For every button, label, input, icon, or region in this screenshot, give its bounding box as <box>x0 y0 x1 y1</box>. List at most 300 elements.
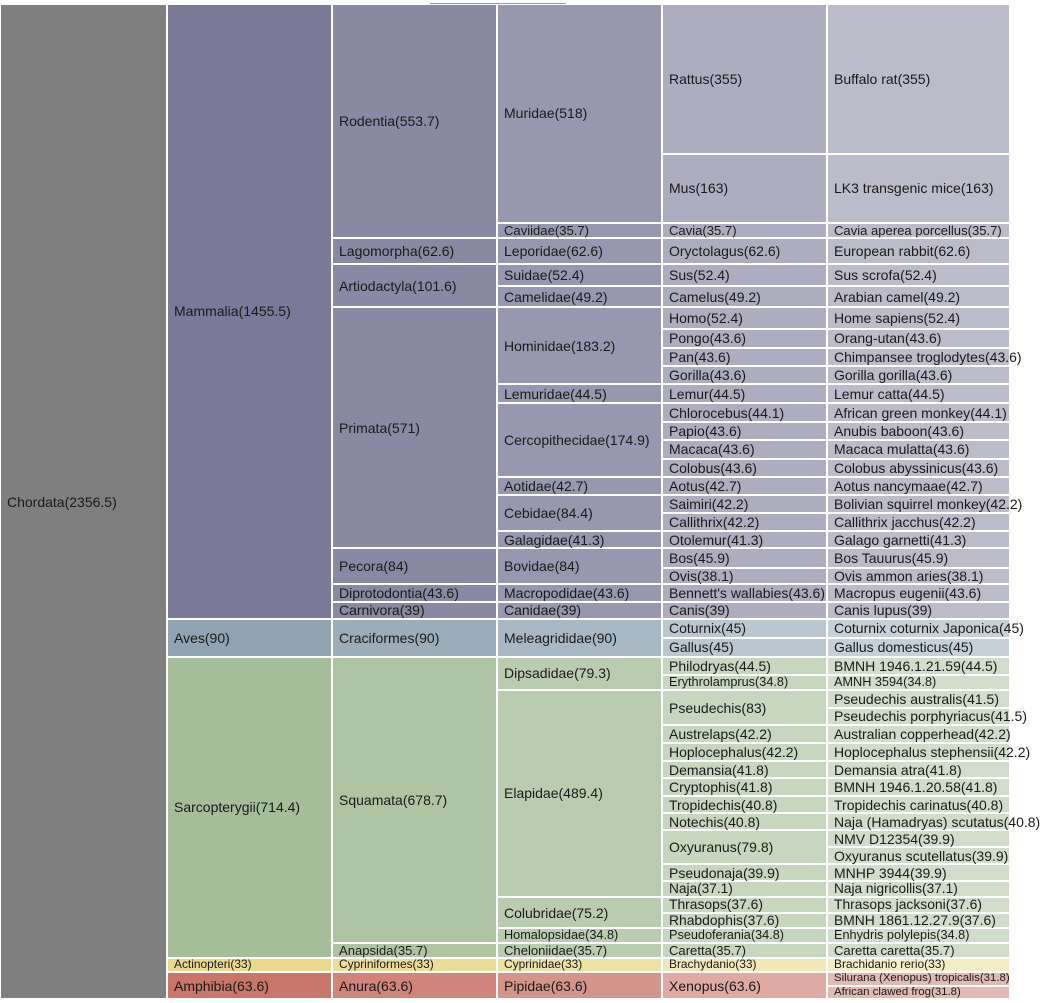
node-label: Coturnix <box>669 620 722 637</box>
node-label: Macropodidae <box>504 584 593 601</box>
node-value: 43.6 <box>698 348 726 365</box>
node-naja[interactable]: Naja ( 37.1 ) <box>662 881 827 897</box>
node-leporidae[interactable]: Leporidae ( 62.6 ) <box>497 238 662 264</box>
node-label: Rhabdophis <box>669 911 743 928</box>
node-label: Sus <box>669 267 694 284</box>
node-naja-hamadryas-scutatus[interactable]: Naja (Hamadryas) scutatus ( 40.8 ) <box>827 813 1010 830</box>
node-label: Colobus <box>669 459 721 476</box>
node-value: 163 <box>965 180 989 197</box>
node-label: Thrasops <box>669 895 727 912</box>
node-saimiri[interactable]: Saimiri ( 42.2 ) <box>662 495 827 513</box>
node-value: 52.4 <box>697 267 726 284</box>
node-lk3-transgenic-mice[interactable]: LK3 transgenic mice ( 163 ) <box>827 154 1010 223</box>
node-value: 34.8 <box>940 928 966 943</box>
node-value: 42.7 <box>556 478 584 495</box>
node-enhydris-polylepis[interactable]: Enhydris polylepis ( 34.8 ) <box>827 928 1010 943</box>
node-lemur-catta[interactable]: Lemur catta ( 44.5 ) <box>827 384 1010 403</box>
node-brachydanio[interactable]: Brachydanio ( 33 ) <box>662 958 827 972</box>
node-colobus[interactable]: Colobus ( 43.6 ) <box>662 459 827 477</box>
node-home-sapiens[interactable]: Home sapiens ( 52.4 ) <box>827 307 1010 329</box>
node-value: 39 <box>404 602 420 619</box>
node-value: 35.7 <box>716 943 742 959</box>
node-macaca-mulatta[interactable]: Macaca mulatta ( 43.6 ) <box>827 440 1010 458</box>
node-value: 84.4 <box>560 504 589 521</box>
node-label: Rodentia <box>339 112 396 129</box>
node-label: Caviidae <box>504 222 555 238</box>
node-value: 52.4 <box>904 267 933 284</box>
node-gorilla[interactable]: Gorilla ( 43.6 ) <box>662 366 827 384</box>
node-label: Mus <box>669 180 696 197</box>
node-value: 33 <box>234 957 248 972</box>
node-label: European rabbit <box>834 242 934 259</box>
node-label: MNHP 3944 <box>834 864 911 881</box>
node-value: 38.1 <box>951 567 979 584</box>
node-label: Brachidanio rerio <box>834 957 925 972</box>
node-camelidae[interactable]: Camelidae ( 49.2 ) <box>497 286 662 307</box>
node-callithrix-jacchus[interactable]: Callithrix jacchus ( 42.2 ) <box>827 513 1010 531</box>
node-value: 37.6 <box>964 911 992 928</box>
node-label: Caretta <box>669 943 712 959</box>
node-bos[interactable]: Bos ( 45.9 ) <box>662 548 827 567</box>
node-suidae[interactable]: Suidae ( 52.4 ) <box>497 264 662 286</box>
node-caretta-caretta[interactable]: Caretta caretta ( 35.7 ) <box>827 943 1010 958</box>
node-value: 42.2 <box>716 496 744 513</box>
node-label: Pecora <box>339 557 384 574</box>
node-value: 43.6 <box>722 441 750 458</box>
node-value: 62.6 <box>422 242 450 259</box>
node-colobus-abyssinicus[interactable]: Colobus abyssinicus ( 43.6 ) <box>827 459 1010 477</box>
node-mammalia[interactable]: Mammalia ( 1455.5 ) <box>167 4 332 619</box>
node-value: 84 <box>559 557 575 574</box>
node-value: 37.6 <box>731 895 759 912</box>
node-value: 33 <box>416 957 430 972</box>
node-value: 43.6 <box>932 423 960 440</box>
node-label: Pongo <box>669 330 710 347</box>
node-value: 44.5 <box>912 385 940 402</box>
node-value: 41.3 <box>572 531 600 548</box>
node-label: Pseudechis <box>669 699 742 716</box>
node-label: Chimpansee troglodytes <box>834 348 985 365</box>
node-amphibia[interactable]: Amphibia ( 63.6 ) <box>167 972 332 999</box>
node-philodryas[interactable]: Philodryas ( 44.5 ) <box>662 657 827 676</box>
node-pongo[interactable]: Pongo ( 43.6 ) <box>662 329 827 347</box>
node-gorilla-gorilla[interactable]: Gorilla gorilla ( 43.6 ) <box>827 366 1010 384</box>
node-label: Diprotodontia <box>339 584 423 601</box>
node-african-clawed-frog[interactable]: African clawed frog ( 31.8 ) <box>827 986 1010 999</box>
node-tropidechis[interactable]: Tropidechis ( 40.8 ) <box>662 796 827 813</box>
node-label: Galagidae <box>504 531 568 548</box>
node-coturnix[interactable]: Coturnix ( 45 ) <box>662 619 827 638</box>
node-label: BMNH 1861.12.27.9 <box>834 911 960 928</box>
node-muridae[interactable]: Muridae ( 518 ) <box>497 4 662 223</box>
node-value: 44.1 <box>974 404 1003 421</box>
node-camelus[interactable]: Camelus ( 49.2 ) <box>662 286 827 307</box>
node-silurana-xenopus-tropicalis[interactable]: Silurana (Xenopus) tropicalis ( 31.8 ) <box>827 972 1010 985</box>
node-aotus[interactable]: Aotus ( 42.7 ) <box>662 477 827 495</box>
node-orang-utan[interactable]: Orang-utan ( 43.6 ) <box>827 329 1010 347</box>
node-label: Otolemur <box>669 531 727 548</box>
node-label: Callithrix <box>669 513 723 530</box>
node-european-rabbit[interactable]: European rabbit ( 62.6 ) <box>827 238 1010 264</box>
node-label: Brachydanio <box>669 957 736 972</box>
node-demansia-atra[interactable]: Demansia atra ( 41.8 ) <box>827 761 1010 779</box>
node-cypriniformes[interactable]: Cypriniformes ( 33 ) <box>332 958 497 972</box>
node-label: Muridae <box>504 105 555 122</box>
node-rattus[interactable]: Rattus ( 355 ) <box>662 4 827 154</box>
node-label: Orang-utan <box>834 330 905 347</box>
node-label: Anura <box>339 977 377 994</box>
node-chordata[interactable]: Chordata ( 2356.5 ) <box>0 4 167 999</box>
node-label: Caretta caretta <box>834 943 921 959</box>
node-papio[interactable]: Papio ( 43.6 ) <box>662 422 827 440</box>
node-actinopteri[interactable]: Actinopteri ( 33 ) <box>167 958 332 972</box>
node-amnh-3594[interactable]: AMNH 3594 ( 34.8 ) <box>827 675 1010 690</box>
node-label: Galago garnetti <box>834 531 930 548</box>
node-value: 33 <box>928 957 942 972</box>
node-colubridae[interactable]: Colubridae ( 75.2 ) <box>497 897 662 929</box>
node-label: AMNH 3594 <box>834 675 904 690</box>
node-value: 42.7 <box>950 478 978 495</box>
node-craciformes[interactable]: Craciformes ( 90 ) <box>332 619 497 657</box>
node-african-green-monkey[interactable]: African green monkey ( 44.1 ) <box>827 403 1010 422</box>
node-label: Demansia atra <box>834 761 926 778</box>
node-label: Colubridae <box>504 904 572 921</box>
node-value: 41.8 <box>740 779 768 796</box>
node-buffalo-rat[interactable]: Buffalo rat ( 355 ) <box>827 4 1010 154</box>
node-xenopus[interactable]: Xenopus ( 63.6 ) <box>662 972 827 999</box>
node-value: 62.6 <box>570 242 599 259</box>
node-value: 571 <box>391 419 416 436</box>
node-label: Lemuridae <box>504 385 571 402</box>
node-label: Rattus <box>669 70 710 87</box>
node-label: Homalopsidae <box>504 928 586 943</box>
node-caretta[interactable]: Caretta ( 35.7 ) <box>662 943 827 958</box>
node-bmnh-1861-12-27-9[interactable]: BMNH 1861.12.27.9 ( 37.6 ) <box>827 913 1010 929</box>
node-anapsida[interactable]: Anapsida ( 35.7 ) <box>332 943 497 958</box>
node-cavia-aperea-porcellus[interactable]: Cavia aperea porcellus ( 35.7 ) <box>827 223 1010 238</box>
node-tropidechis-carinatus[interactable]: Tropidechis carinatus ( 40.8 ) <box>827 796 1010 813</box>
node-label: Sus scrofa <box>834 267 901 284</box>
node-thrasops-jacksoni[interactable]: Thrasops jacksoni ( 37.6 ) <box>827 897 1010 913</box>
node-galago-garnetti[interactable]: Galago garnetti ( 41.3 ) <box>827 531 1010 548</box>
node-value: 90 <box>596 629 613 646</box>
node-notechis[interactable]: Notechis ( 40.8 ) <box>662 813 827 830</box>
node-brachidanio-rerio[interactable]: Brachidanio rerio ( 33 ) <box>827 958 1010 972</box>
node-label: Hoplocephalus stephensii <box>834 743 994 760</box>
node-coturnix-coturnix-japonica[interactable]: Coturnix coturnix Japonica ( 45 ) <box>827 619 1010 638</box>
node-artiodactyla[interactable]: Artiodactyla ( 101.6 ) <box>332 264 497 307</box>
node-bolivian-squirrel-monkey[interactable]: Bolivian squirrel monkey ( 42.2 ) <box>827 495 1010 513</box>
node-label: Lemur <box>669 385 709 402</box>
node-gallus-domesticus[interactable]: Gallus domesticus ( 45 ) <box>827 638 1010 657</box>
node-meleagrididae[interactable]: Meleagrididae ( 90 ) <box>497 619 662 657</box>
node-cercopithecidae[interactable]: Cercopithecidae ( 174.9 ) <box>497 403 662 477</box>
node-value: 52.4 <box>552 267 580 284</box>
node-label: Aotus nancymaae <box>834 478 947 495</box>
node-homo[interactable]: Homo ( 52.4 ) <box>662 307 827 329</box>
node-value: 1455.5 <box>243 303 287 320</box>
node-label: Anapsida <box>339 943 394 959</box>
node-value: 45 <box>953 639 969 656</box>
node-value: 90 <box>209 629 226 646</box>
node-ovis-ammon-aries[interactable]: Ovis ammon aries ( 38.1 ) <box>827 568 1010 584</box>
node-diprotodontia[interactable]: Diprotodontia ( 43.6 ) <box>332 584 497 602</box>
node-label: Canis lupus <box>834 602 908 619</box>
node-pseudechis-australis[interactable]: Pseudechis australis ( 41.5 ) <box>827 690 1010 708</box>
node-label: Tropidechis carinatus <box>834 796 967 813</box>
node-value: 553.7 <box>399 112 435 129</box>
node-value: 44.5 <box>739 657 767 674</box>
node-label: Arabian camel <box>834 288 924 305</box>
node-label: Gallus domesticus <box>834 639 949 656</box>
node-label: Papio <box>669 423 705 440</box>
node-arabian-camel[interactable]: Arabian camel ( 49.2 ) <box>827 286 1010 307</box>
node-value: 45 <box>725 620 742 637</box>
node-value: 40.8 <box>1008 813 1036 830</box>
node-label: Bovidae <box>504 557 555 574</box>
node-label: Leporidae <box>504 242 567 259</box>
node-value: 41.3 <box>934 531 962 548</box>
node-galagidae[interactable]: Galagidae ( 41.3 ) <box>497 531 662 548</box>
node-value: 35.7 <box>559 222 585 238</box>
node-hoplocephalus[interactable]: Hoplocephalus ( 42.2 ) <box>662 743 827 761</box>
node-cyprinidae[interactable]: Cyprinidae ( 33 ) <box>497 958 662 972</box>
node-sus-scrofa[interactable]: Sus scrofa ( 52.4 ) <box>827 264 1010 286</box>
node-value: 2356.5 <box>69 493 113 510</box>
node-value: 38.1 <box>701 567 729 584</box>
node-label: Actinopteri <box>174 957 231 972</box>
node-value: 174.9 <box>609 432 645 449</box>
node-label: Ovis <box>669 567 697 584</box>
node-lemuridae[interactable]: Lemuridae ( 44.5 ) <box>497 384 662 403</box>
node-pipidae[interactable]: Pipidae ( 63.6 ) <box>497 972 662 999</box>
node-value: 45 <box>1003 620 1020 637</box>
node-label: Squamata <box>339 791 403 808</box>
node-elapidae[interactable]: Elapidae ( 489.4 ) <box>497 690 662 897</box>
node-aotus-nancymaae[interactable]: Aotus nancymaae ( 42.7 ) <box>827 477 1010 495</box>
node-value: 42.2 <box>766 743 794 760</box>
node-label: Dipsadidae <box>504 665 575 682</box>
node-label: Philodryas <box>669 657 735 674</box>
node-mus[interactable]: Mus ( 163 ) <box>662 154 827 223</box>
node-label: Notechis <box>669 813 724 830</box>
node-erythrolamprus[interactable]: Erythrolamprus ( 34.8 ) <box>662 675 827 690</box>
node-label: Canis <box>669 602 705 619</box>
node-value: 79.3 <box>578 665 606 682</box>
node-value: 43.6 <box>714 330 742 347</box>
node-sarcopterygii[interactable]: Sarcopterygii ( 714.4 ) <box>167 657 332 959</box>
node-sus[interactable]: Sus ( 52.4 ) <box>662 264 827 286</box>
node-oxyuranus[interactable]: Oxyuranus ( 79.8 ) <box>662 830 827 864</box>
node-value: 43.6 <box>937 441 965 458</box>
node-aves[interactable]: Aves ( 90 ) <box>167 619 332 657</box>
node-value: 37.1 <box>926 881 954 897</box>
node-squamata[interactable]: Squamata ( 678.7 ) <box>332 657 497 944</box>
node-label: African green monkey <box>834 404 971 421</box>
node-label: Lagomorpha <box>339 242 418 259</box>
node-primata[interactable]: Primata ( 571 ) <box>332 307 497 548</box>
node-value: 678.7 <box>407 791 443 808</box>
node-hominidae[interactable]: Hominidae ( 183.2 ) <box>497 307 662 384</box>
node-label: Gallus <box>669 639 709 656</box>
node-homalopsidae[interactable]: Homalopsidae ( 34.8 ) <box>497 928 662 943</box>
node-value: 35.7 <box>397 943 424 959</box>
node-value: 163 <box>700 180 724 197</box>
node-label: Camelidae <box>504 288 571 305</box>
node-value: 49.2 <box>928 288 956 305</box>
node-label: Silurana (Xenopus) tropicalis <box>834 972 980 985</box>
node-bmnh-1946-1-21-59[interactable]: BMNH 1946.1.21.59 ( 44.5 ) <box>827 657 1010 676</box>
node-macropodidae[interactable]: Macropodidae ( 43.6 ) <box>497 584 662 602</box>
node-label: Tropidechis <box>669 796 741 813</box>
node-value: 42.7 <box>709 478 737 495</box>
node-value: 52.4 <box>928 310 956 327</box>
node-cavia[interactable]: Cavia ( 35.7 ) <box>662 223 827 238</box>
node-bmnh-1946-1-20-58[interactable]: BMNH 1946.1.20.58 ( 41.8 ) <box>827 778 1010 796</box>
node-macaca[interactable]: Macaca ( 43.6 ) <box>662 440 827 458</box>
node-label: Erythrolamprus <box>669 675 756 690</box>
node-mnhp-3944[interactable]: MNHP 3944 ( 39.9 ) <box>827 864 1010 881</box>
node-label: Pan <box>669 348 694 365</box>
node-canis-lupus[interactable]: Canis lupus ( 39 ) <box>827 602 1010 618</box>
node-oxyuranus-scutellatus[interactable]: Oxyuranus scutellatus ( 39.9 ) <box>827 847 1010 864</box>
node-label: LK3 transgenic mice <box>834 180 961 197</box>
node-value: 34.8 <box>755 928 780 943</box>
node-label: Mammalia <box>174 303 239 320</box>
node-dipsadidae[interactable]: Dipsadidae ( 79.3 ) <box>497 657 662 690</box>
node-pseudechis[interactable]: Pseudechis ( 83 ) <box>662 690 827 725</box>
node-value: 44.5 <box>965 657 993 674</box>
node-otolemur[interactable]: Otolemur ( 41.3 ) <box>662 531 827 548</box>
node-label: Craciformes <box>339 629 415 646</box>
node-value: 41.3 <box>731 531 759 548</box>
node-value: 45.9 <box>697 549 726 566</box>
node-lemur[interactable]: Lemur ( 44.5 ) <box>662 384 827 403</box>
node-value: 44.5 <box>574 385 603 402</box>
node-label: Pseudonaja <box>669 864 743 881</box>
node-austrelaps[interactable]: Austrelaps ( 42.2 ) <box>662 725 827 743</box>
node-label: Xenopus <box>669 977 725 994</box>
node-label: African clawed frog <box>834 985 931 998</box>
node-value: 79.8 <box>741 839 769 856</box>
node-thrasops[interactable]: Thrasops ( 37.6 ) <box>662 897 827 913</box>
node-pseudechis-porphyriacus[interactable]: Pseudechis porphyriacus ( 41.5 ) <box>827 708 1010 726</box>
node-value: 62.6 <box>748 242 776 259</box>
node-value: 41.5 <box>967 690 995 707</box>
node-lagomorpha[interactable]: Lagomorpha ( 62.6 ) <box>332 238 497 264</box>
node-label: Coturnix coturnix Japonica <box>834 620 999 637</box>
node-rodentia[interactable]: Rodentia ( 553.7 ) <box>332 4 497 238</box>
node-carnivora[interactable]: Carnivora ( 39 ) <box>332 602 497 618</box>
node-value: 31.8 <box>934 985 958 998</box>
node-chlorocebus[interactable]: Chlorocebus ( 44.1 ) <box>662 403 827 422</box>
node-hoplocephalus-stephensii[interactable]: Hoplocephalus stephensii ( 42.2 ) <box>827 743 1010 761</box>
node-value: 49.2 <box>728 288 757 305</box>
node-label: Gorilla gorilla <box>834 367 916 384</box>
node-label: Anubis baboon <box>834 423 928 440</box>
node-macropus-eugenii[interactable]: Macropus eugenii ( 43.6 ) <box>827 584 1010 602</box>
node-cheloniidae[interactable]: Cheloniidae ( 35.7 ) <box>497 943 662 958</box>
node-value: 43.6 <box>793 584 821 601</box>
node-label: Homo <box>669 310 707 327</box>
node-label: Sarcopterygii <box>174 799 256 816</box>
node-pseudoferania[interactable]: Pseudoferania ( 34.8 ) <box>662 928 827 943</box>
node-value: 34.8 <box>907 675 933 690</box>
node-value: 40.8 <box>728 813 756 830</box>
node-label: Artiodactyla <box>339 277 413 294</box>
node-naja-nigricollis[interactable]: Naja nigricollis ( 37.1 ) <box>827 881 1010 897</box>
node-value: 41.8 <box>929 761 957 778</box>
node-caviidae[interactable]: Caviidae ( 35.7 ) <box>497 223 662 238</box>
node-label: Buffalo rat <box>834 70 898 87</box>
node-label: Australian copperhead <box>834 726 975 742</box>
node-label: Pseudechis porphyriacus <box>834 708 991 725</box>
node-label: Oxyuranus scutellatus <box>834 847 972 864</box>
node-value: 42.2 <box>990 496 1018 513</box>
node-anura[interactable]: Anura ( 63.6 ) <box>332 972 497 999</box>
node-value: 41.5 <box>995 708 1023 725</box>
node-bennett-s-wallabies[interactable]: Bennett's wallabies ( 43.6 ) <box>662 584 827 602</box>
node-label: NMV D12354 <box>834 830 919 847</box>
node-canidae[interactable]: Canidae ( 39 ) <box>497 602 662 618</box>
node-value: 63.6 <box>728 977 757 994</box>
node-rhabdophis[interactable]: Rhabdophis ( 37.6 ) <box>662 913 827 929</box>
node-canis[interactable]: Canis ( 39 ) <box>662 602 827 618</box>
node-value: 518 <box>559 105 583 122</box>
node-ovis[interactable]: Ovis ( 38.1 ) <box>662 568 827 584</box>
node-label: Amphibia <box>174 977 233 994</box>
node-label: Bos <box>669 549 694 566</box>
node-value: 39 <box>560 602 577 619</box>
node-pan[interactable]: Pan ( 43.6 ) <box>662 348 827 366</box>
node-anubis-baboon[interactable]: Anubis baboon ( 43.6 ) <box>827 422 1010 440</box>
node-bovidae[interactable]: Bovidae ( 84 ) <box>497 548 662 583</box>
node-callithrix[interactable]: Callithrix ( 42.2 ) <box>662 513 827 531</box>
node-label: Cryptophis <box>669 779 736 796</box>
node-nmv-d12354[interactable]: NMV D12354 ( 39.9 ) <box>827 830 1010 847</box>
node-oryctolagus[interactable]: Oryctolagus ( 62.6 ) <box>662 238 827 264</box>
node-cebidae[interactable]: Cebidae ( 84.4 ) <box>497 495 662 531</box>
node-label: Cheloniidae <box>504 943 573 959</box>
node-label: Suidae <box>504 267 548 284</box>
node-value: 39 <box>709 602 726 619</box>
node-value: 35.7 <box>971 222 998 238</box>
node-value: 42.2 <box>998 743 1026 760</box>
node-pseudonaja[interactable]: Pseudonaja ( 39.9 ) <box>662 864 827 881</box>
node-label: Gorilla <box>669 367 710 384</box>
node-label: Aves <box>174 629 205 646</box>
node-pecora[interactable]: Pecora ( 84 ) <box>332 548 497 583</box>
node-value: 45.9 <box>916 549 944 566</box>
node-bos-tauurus[interactable]: Bos Tauurus ( 45.9 ) <box>827 548 1010 567</box>
node-value: 35.7 <box>924 943 951 959</box>
node-aotidae[interactable]: Aotidae ( 42.7 ) <box>497 477 662 495</box>
node-cryptophis[interactable]: Cryptophis ( 41.8 ) <box>662 778 827 796</box>
node-value: 34.8 <box>589 928 615 943</box>
node-chimpansee-troglodytes[interactable]: Chimpansee troglodytes ( 43.6 ) <box>827 348 1010 366</box>
node-label: Naja <box>669 881 698 897</box>
node-value: 101.6 <box>416 277 452 294</box>
node-australian-copperhead[interactable]: Australian copperhead ( 42.2 ) <box>827 725 1010 743</box>
node-gallus[interactable]: Gallus ( 45 ) <box>662 638 827 657</box>
node-value: 43.6 <box>426 584 455 601</box>
node-demansia[interactable]: Demansia ( 41.8 ) <box>662 761 827 779</box>
node-value: 31.8 <box>983 972 1006 985</box>
node-label: Colobus abyssinicus <box>834 459 962 476</box>
node-value: 43.6 <box>597 584 625 601</box>
node-value: 84 <box>388 557 404 574</box>
node-value: 37.1 <box>701 881 729 897</box>
